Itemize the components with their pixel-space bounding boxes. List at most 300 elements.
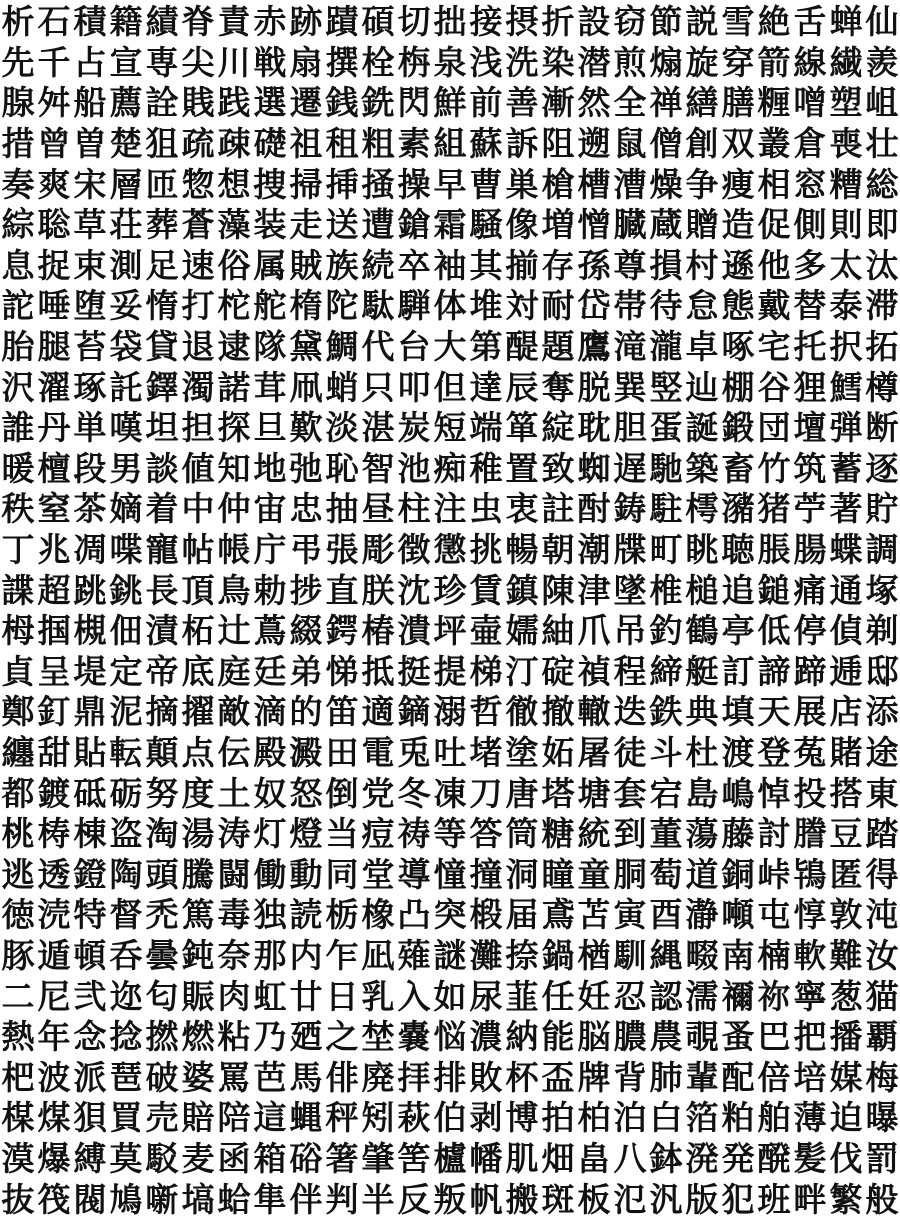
kanji-glyph: 塘 bbox=[577, 773, 611, 813]
kanji-glyph: 滞 bbox=[865, 286, 899, 326]
kanji-glyph: 薄 bbox=[793, 1098, 827, 1138]
kanji-glyph: 爪 bbox=[577, 611, 611, 651]
kanji-glyph: 絶 bbox=[757, 2, 791, 42]
kanji-glyph: 穿 bbox=[721, 42, 755, 82]
kanji-glyph: 拍 bbox=[541, 1098, 575, 1138]
kanji-glyph: 撚 bbox=[145, 1017, 179, 1057]
kanji-glyph: 鴇 bbox=[793, 854, 827, 894]
kanji-glyph: 豆 bbox=[829, 814, 863, 854]
kanji-glyph: 租 bbox=[325, 124, 359, 164]
kanji-glyph: 巽 bbox=[613, 367, 647, 407]
kanji-glyph: 涜 bbox=[37, 895, 71, 935]
kanji-glyph: 廃 bbox=[361, 1057, 395, 1097]
kanji-glyph: 舛 bbox=[37, 83, 71, 123]
kanji-glyph: 駐 bbox=[649, 489, 683, 529]
kanji-glyph: 泥 bbox=[109, 692, 143, 732]
kanji-glyph: 中 bbox=[181, 489, 215, 529]
kanji-glyph: 壮 bbox=[865, 124, 899, 164]
kanji-glyph: 登 bbox=[757, 732, 791, 772]
kanji-glyph: 則 bbox=[829, 205, 863, 245]
kanji-glyph: 凋 bbox=[73, 530, 107, 570]
kanji-glyph: 程 bbox=[613, 651, 647, 691]
kanji-glyph: 偵 bbox=[829, 611, 863, 651]
kanji-glyph: 覇 bbox=[865, 1017, 899, 1057]
kanji-row bbox=[0, 936, 900, 977]
kanji-glyph: 津 bbox=[577, 570, 611, 610]
kanji-glyph: 認 bbox=[649, 976, 683, 1016]
kanji-glyph: 誕 bbox=[685, 408, 719, 448]
kanji-glyph: 嶋 bbox=[721, 773, 755, 813]
kanji-glyph: 洞 bbox=[505, 854, 539, 894]
kanji-glyph: 鐸 bbox=[145, 367, 179, 407]
kanji-glyph: 倉 bbox=[793, 124, 827, 164]
kanji-glyph: 旋 bbox=[685, 42, 719, 82]
kanji-row bbox=[0, 1098, 900, 1139]
kanji-glyph: 綴 bbox=[289, 611, 323, 651]
kanji-glyph: 鍍 bbox=[37, 773, 71, 813]
kanji-glyph: 賃 bbox=[469, 570, 503, 610]
kanji-glyph: 篤 bbox=[181, 895, 215, 935]
kanji-row bbox=[0, 124, 900, 165]
kanji-glyph: 惰 bbox=[145, 286, 179, 326]
kanji-glyph: 相 bbox=[757, 164, 791, 204]
kanji-glyph: 茶 bbox=[73, 489, 107, 529]
kanji-glyph: 選 bbox=[253, 83, 287, 123]
kanji-glyph: 爽 bbox=[37, 164, 71, 204]
kanji-glyph: 達 bbox=[469, 367, 503, 407]
kanji-glyph: 叢 bbox=[757, 124, 791, 164]
kanji-glyph: 討 bbox=[757, 814, 791, 854]
kanji-glyph: 啄 bbox=[721, 327, 755, 367]
kanji-glyph: 椿 bbox=[361, 611, 395, 651]
kanji-glyph: 段 bbox=[73, 448, 107, 488]
kanji-glyph: 賠 bbox=[181, 1098, 215, 1138]
kanji-glyph: 如 bbox=[433, 976, 467, 1016]
kanji-glyph: 沈 bbox=[397, 570, 431, 610]
kanji-glyph: 稚 bbox=[469, 448, 503, 488]
kanji-glyph: 贈 bbox=[685, 205, 719, 245]
kanji-glyph: 培 bbox=[793, 1057, 827, 1097]
kanji-glyph: 喪 bbox=[829, 124, 863, 164]
kanji-glyph: 唐 bbox=[505, 773, 539, 813]
kanji-glyph: 箱 bbox=[253, 1138, 287, 1178]
kanji-glyph: 逓 bbox=[829, 651, 863, 691]
kanji-glyph: 追 bbox=[721, 570, 755, 610]
kanji-row bbox=[0, 652, 900, 693]
kanji-glyph: 大 bbox=[433, 327, 467, 367]
kanji-glyph: 鐙 bbox=[73, 854, 107, 894]
kanji-glyph: 栓 bbox=[361, 42, 395, 82]
kanji-glyph: 島 bbox=[685, 773, 719, 813]
kanji-glyph: 探 bbox=[217, 408, 251, 448]
kanji-glyph: 直 bbox=[325, 570, 359, 610]
kanji-glyph: 樗 bbox=[685, 489, 719, 529]
kanji-glyph: 奈 bbox=[217, 935, 251, 975]
kanji-glyph: 配 bbox=[721, 1057, 755, 1097]
kanji-row bbox=[0, 327, 900, 368]
kanji-glyph: 猫 bbox=[865, 976, 899, 1016]
kanji-glyph: 犯 bbox=[721, 1179, 755, 1219]
kanji-glyph: 拓 bbox=[865, 327, 899, 367]
kanji-glyph: 舌 bbox=[793, 2, 827, 42]
kanji-glyph: 択 bbox=[829, 327, 863, 367]
kanji-glyph: 帖 bbox=[181, 530, 215, 570]
kanji-glyph: 造 bbox=[721, 205, 755, 245]
kanji-glyph: 茸 bbox=[253, 367, 287, 407]
kanji-glyph: 袖 bbox=[433, 245, 467, 285]
kanji-glyph: 堂 bbox=[361, 854, 395, 894]
kanji-glyph: 到 bbox=[613, 814, 647, 854]
kanji-glyph: 湛 bbox=[361, 408, 395, 448]
kanji-glyph: 暢 bbox=[505, 530, 539, 570]
kanji-glyph: 帯 bbox=[613, 286, 647, 326]
kanji-glyph: 薙 bbox=[397, 935, 431, 975]
kanji-glyph: 悼 bbox=[757, 773, 791, 813]
kanji-glyph: 断 bbox=[865, 408, 899, 448]
kanji-glyph: 媒 bbox=[829, 1057, 863, 1097]
kanji-glyph: 聴 bbox=[721, 530, 755, 570]
kanji-glyph: 橡 bbox=[361, 895, 395, 935]
kanji-glyph: 池 bbox=[397, 448, 431, 488]
kanji-glyph: 川 bbox=[217, 42, 251, 82]
kanji-glyph: 堕 bbox=[73, 286, 107, 326]
kanji-row bbox=[0, 205, 900, 246]
kanji-glyph: 排 bbox=[433, 1057, 467, 1097]
kanji-glyph: 匂 bbox=[145, 976, 179, 1016]
kanji-glyph: 畔 bbox=[793, 1179, 827, 1219]
kanji-glyph: 男 bbox=[109, 448, 143, 488]
kanji-glyph: 櫨 bbox=[433, 1138, 467, 1178]
kanji-glyph: 藻 bbox=[217, 205, 251, 245]
kanji-glyph: 套 bbox=[613, 773, 647, 813]
kanji-glyph: 納 bbox=[505, 1017, 539, 1057]
kanji-glyph: 佃 bbox=[109, 611, 143, 651]
kanji-glyph: 剥 bbox=[469, 1098, 503, 1138]
kanji-glyph: 丁 bbox=[1, 530, 35, 570]
kanji-glyph: 桃 bbox=[1, 814, 35, 854]
kanji-glyph: 墜 bbox=[613, 570, 647, 610]
kanji-glyph: 鉄 bbox=[649, 692, 683, 732]
kanji-glyph: 縛 bbox=[73, 1138, 107, 1178]
kanji-glyph: 対 bbox=[505, 286, 539, 326]
kanji-glyph: 畜 bbox=[721, 448, 755, 488]
kanji-glyph: 碩 bbox=[361, 2, 395, 42]
kanji-glyph: 潮 bbox=[577, 530, 611, 570]
kanji-glyph: 鼎 bbox=[73, 692, 107, 732]
kanji-glyph: 岱 bbox=[577, 286, 611, 326]
kanji-glyph: 統 bbox=[577, 814, 611, 854]
kanji-glyph: 詑 bbox=[1, 286, 35, 326]
kanji-glyph: 徴 bbox=[397, 530, 431, 570]
kanji-glyph: 伝 bbox=[217, 732, 251, 772]
kanji-glyph: 膿 bbox=[613, 1017, 647, 1057]
kanji-glyph: 派 bbox=[73, 1057, 107, 1097]
kanji-glyph: 宅 bbox=[757, 327, 791, 367]
kanji-glyph: 呈 bbox=[37, 651, 71, 691]
kanji-glyph: 俳 bbox=[325, 1057, 359, 1097]
kanji-glyph: 抽 bbox=[325, 489, 359, 529]
kanji-glyph: 繊 bbox=[829, 42, 863, 82]
kanji-glyph: 貼 bbox=[73, 732, 107, 772]
kanji-row bbox=[0, 408, 900, 449]
kanji-glyph: 歎 bbox=[289, 408, 323, 448]
kanji-glyph: 屯 bbox=[757, 895, 791, 935]
kanji-glyph: 蛋 bbox=[649, 408, 683, 448]
kanji-glyph: 頂 bbox=[181, 570, 215, 610]
kanji-glyph: 善 bbox=[505, 83, 539, 123]
kanji-glyph: 芭 bbox=[253, 1057, 287, 1097]
kanji-glyph: 銅 bbox=[721, 854, 755, 894]
kanji-glyph: 迩 bbox=[109, 976, 143, 1016]
kanji-glyph: 宕 bbox=[649, 773, 683, 813]
kanji-glyph: 破 bbox=[145, 1057, 179, 1097]
kanji-glyph: 斑 bbox=[541, 1179, 575, 1219]
kanji-glyph: 踏 bbox=[865, 814, 899, 854]
kanji-row bbox=[0, 1057, 900, 1098]
kanji-glyph: 悌 bbox=[325, 651, 359, 691]
kanji-glyph: 卓 bbox=[685, 327, 719, 367]
kanji-glyph: 縄 bbox=[649, 935, 683, 975]
kanji-glyph: 禎 bbox=[577, 651, 611, 691]
kanji-glyph: 馬 bbox=[289, 1057, 323, 1097]
kanji-glyph: 船 bbox=[73, 83, 107, 123]
kanji-glyph: 兆 bbox=[37, 530, 71, 570]
kanji-glyph: 拝 bbox=[397, 1057, 431, 1097]
kanji-glyph: 操 bbox=[397, 164, 431, 204]
kanji-glyph: 馳 bbox=[649, 448, 683, 488]
kanji-glyph: 代 bbox=[361, 327, 395, 367]
kanji-glyph: 当 bbox=[325, 814, 359, 854]
kanji-glyph: 椎 bbox=[649, 570, 683, 610]
kanji-glyph: 致 bbox=[541, 448, 575, 488]
kanji-glyph: 朕 bbox=[361, 570, 395, 610]
kanji-glyph: 憎 bbox=[577, 205, 611, 245]
kanji-glyph: 禅 bbox=[649, 83, 683, 123]
kanji-glyph: 特 bbox=[73, 895, 107, 935]
kanji-glyph: 凧 bbox=[289, 367, 323, 407]
kanji-row bbox=[0, 83, 900, 124]
kanji-glyph: 聡 bbox=[37, 205, 71, 245]
kanji-glyph: 砥 bbox=[73, 773, 107, 813]
kanji-glyph: 鏑 bbox=[397, 692, 431, 732]
kanji-glyph: 軟 bbox=[793, 935, 827, 975]
kanji-glyph: 楢 bbox=[577, 935, 611, 975]
kanji-glyph: 素 bbox=[397, 124, 431, 164]
kanji-glyph: 碇 bbox=[541, 651, 575, 691]
kanji-glyph: 閥 bbox=[73, 1179, 107, 1219]
kanji-glyph: 跳 bbox=[73, 570, 107, 610]
kanji-glyph: 菟 bbox=[793, 732, 827, 772]
kanji-glyph: 敵 bbox=[217, 692, 251, 732]
kanji-glyph: 萄 bbox=[649, 854, 683, 894]
kanji-glyph: 凍 bbox=[433, 773, 467, 813]
kanji-glyph: 蘇 bbox=[469, 124, 503, 164]
kanji-glyph: 二 bbox=[1, 976, 35, 1016]
kanji-glyph: 板 bbox=[577, 1179, 611, 1219]
kanji-glyph: 点 bbox=[181, 732, 215, 772]
kanji-glyph: 早 bbox=[433, 164, 467, 204]
kanji-row bbox=[0, 1139, 900, 1180]
kanji-glyph: 醍 bbox=[505, 327, 539, 367]
kanji-glyph: 敦 bbox=[829, 895, 863, 935]
kanji-glyph: 馴 bbox=[613, 935, 647, 975]
kanji-glyph: 等 bbox=[433, 814, 467, 854]
kanji-glyph: 藤 bbox=[721, 814, 755, 854]
kanji-glyph: 透 bbox=[37, 854, 71, 894]
kanji-glyph: 噺 bbox=[145, 1179, 179, 1219]
kanji-glyph: 濯 bbox=[37, 367, 71, 407]
kanji-glyph: 戴 bbox=[757, 286, 791, 326]
kanji-glyph: 甜 bbox=[37, 732, 71, 772]
kanji-glyph: 巣 bbox=[505, 164, 539, 204]
kanji-glyph: 蹟 bbox=[325, 2, 359, 42]
kanji-glyph: 置 bbox=[505, 448, 539, 488]
kanji-glyph: 髪 bbox=[793, 1138, 827, 1178]
kanji-glyph: 煎 bbox=[613, 42, 647, 82]
kanji-glyph: 待 bbox=[649, 286, 683, 326]
kanji-glyph: 肺 bbox=[649, 1057, 683, 1097]
kanji-glyph: 膳 bbox=[721, 83, 755, 123]
kanji-glyph: 挿 bbox=[325, 164, 359, 204]
kanji-glyph: 滝 bbox=[613, 327, 647, 367]
kanji-glyph: 臓 bbox=[613, 205, 647, 245]
kanji-glyph: 挑 bbox=[469, 530, 503, 570]
kanji-glyph: 銭 bbox=[325, 83, 359, 123]
kanji-glyph: 沌 bbox=[865, 895, 899, 935]
kanji-glyph: 牒 bbox=[613, 530, 647, 570]
kanji-glyph: 瞳 bbox=[541, 854, 575, 894]
kanji-glyph: 寧 bbox=[793, 976, 827, 1016]
kanji-glyph: 煽 bbox=[649, 42, 683, 82]
kanji-glyph: 堵 bbox=[469, 732, 503, 772]
kanji-glyph: 楚 bbox=[109, 124, 143, 164]
kanji-glyph: 濃 bbox=[469, 1017, 503, 1057]
kanji-glyph: 秤 bbox=[325, 1098, 359, 1138]
kanji-glyph: 染 bbox=[541, 42, 575, 82]
kanji-glyph: 宣 bbox=[109, 42, 143, 82]
kanji-glyph: 箔 bbox=[685, 1098, 719, 1138]
kanji-glyph: 童 bbox=[577, 854, 611, 894]
kanji-glyph: 胴 bbox=[613, 854, 647, 894]
kanji-row bbox=[0, 773, 900, 814]
kanji-glyph: 単 bbox=[73, 408, 107, 448]
kanji-glyph: 苫 bbox=[577, 895, 611, 935]
kanji-glyph: 紬 bbox=[541, 611, 575, 651]
kanji-glyph: 測 bbox=[109, 245, 143, 285]
kanji-glyph: 賭 bbox=[829, 732, 863, 772]
kanji-glyph: 砺 bbox=[109, 773, 143, 813]
kanji-glyph: 乃 bbox=[253, 1017, 287, 1057]
kanji-glyph: 湯 bbox=[181, 814, 215, 854]
kanji-glyph: 幡 bbox=[469, 1138, 503, 1178]
kanji-glyph: 之 bbox=[325, 1017, 359, 1057]
kanji-glyph: 寵 bbox=[145, 530, 179, 570]
kanji-glyph: 朝 bbox=[541, 530, 575, 570]
kanji-glyph: 唾 bbox=[37, 286, 71, 326]
kanji-glyph: 著 bbox=[829, 489, 863, 529]
kanji-glyph: 伴 bbox=[289, 1179, 323, 1219]
kanji-glyph: 判 bbox=[325, 1179, 359, 1219]
kanji-glyph: 題 bbox=[541, 327, 575, 367]
kanji-glyph: 貯 bbox=[865, 489, 899, 529]
kanji-glyph: 仲 bbox=[217, 489, 251, 529]
kanji-glyph: 渡 bbox=[721, 732, 755, 772]
kanji-glyph: 坪 bbox=[433, 611, 467, 651]
kanji-glyph: 届 bbox=[505, 895, 539, 935]
kanji-row bbox=[0, 814, 900, 855]
kanji-glyph: 竹 bbox=[757, 448, 791, 488]
kanji-glyph: 即 bbox=[865, 205, 899, 245]
kanji-glyph: 団 bbox=[757, 408, 791, 448]
kanji-glyph: 担 bbox=[181, 408, 215, 448]
kanji-glyph: 粕 bbox=[721, 1098, 755, 1138]
kanji-glyph: 注 bbox=[433, 489, 467, 529]
kanji-glyph: 曹 bbox=[469, 164, 503, 204]
kanji-glyph: 柱 bbox=[397, 489, 431, 529]
kanji-glyph: 逮 bbox=[217, 327, 251, 367]
kanji-glyph: 電 bbox=[361, 732, 395, 772]
kanji-glyph: 帆 bbox=[469, 1179, 503, 1219]
kanji-glyph: 燈 bbox=[289, 814, 323, 854]
kanji-glyph: 潜 bbox=[577, 42, 611, 82]
kanji-glyph: 漸 bbox=[541, 83, 575, 123]
kanji-glyph: 戦 bbox=[253, 42, 287, 82]
kanji-glyph: 諦 bbox=[757, 651, 791, 691]
kanji-glyph: 畑 bbox=[541, 1138, 575, 1178]
kanji-glyph: 努 bbox=[145, 773, 179, 813]
kanji-glyph: 灘 bbox=[469, 935, 503, 975]
kanji-glyph: 兎 bbox=[397, 732, 431, 772]
kanji-glyph: 謄 bbox=[793, 814, 827, 854]
kanji-glyph: 瀧 bbox=[649, 327, 683, 367]
kanji-glyph: 掻 bbox=[361, 164, 395, 204]
kanji-glyph: 尖 bbox=[181, 42, 215, 82]
kanji-glyph: 嘆 bbox=[109, 408, 143, 448]
kanji-glyph: 燥 bbox=[649, 164, 683, 204]
kanji-glyph: 入 bbox=[397, 976, 431, 1016]
kanji-glyph: 脱 bbox=[577, 367, 611, 407]
kanji-glyph: 薦 bbox=[109, 83, 143, 123]
kanji-glyph: 通 bbox=[829, 570, 863, 610]
kanji-glyph: 醗 bbox=[757, 1138, 791, 1178]
kanji-glyph: 尼 bbox=[37, 976, 71, 1016]
kanji-glyph: 逐 bbox=[865, 448, 899, 488]
kanji-glyph: 伯 bbox=[433, 1098, 467, 1138]
kanji-glyph: 搭 bbox=[829, 773, 863, 813]
kanji-glyph: 麦 bbox=[181, 1138, 215, 1178]
kanji-glyph: 八 bbox=[613, 1138, 647, 1178]
kanji-glyph: 発 bbox=[721, 1138, 755, 1178]
kanji-glyph: 曾 bbox=[37, 124, 71, 164]
kanji-glyph: 琢 bbox=[73, 367, 107, 407]
kanji-glyph: 旦 bbox=[253, 408, 287, 448]
kanji-glyph: 端 bbox=[469, 408, 503, 448]
kanji-glyph: 属 bbox=[253, 245, 287, 285]
kanji-glyph: 土 bbox=[217, 773, 251, 813]
kanji-glyph: 柘 bbox=[181, 611, 215, 651]
kanji-glyph: 酉 bbox=[649, 895, 683, 935]
kanji-glyph: 扇 bbox=[289, 42, 323, 82]
kanji-glyph: 樽 bbox=[865, 367, 899, 407]
kanji-glyph: 斗 bbox=[649, 732, 683, 772]
kanji-glyph: 惣 bbox=[181, 164, 215, 204]
kanji-glyph: 溌 bbox=[685, 1138, 719, 1178]
kanji-glyph: 鎚 bbox=[757, 570, 791, 610]
kanji-glyph: 遅 bbox=[613, 448, 647, 488]
kanji-glyph: 憧 bbox=[433, 854, 467, 894]
kanji-glyph: 伐 bbox=[829, 1138, 863, 1178]
kanji-glyph: 浅 bbox=[469, 42, 503, 82]
